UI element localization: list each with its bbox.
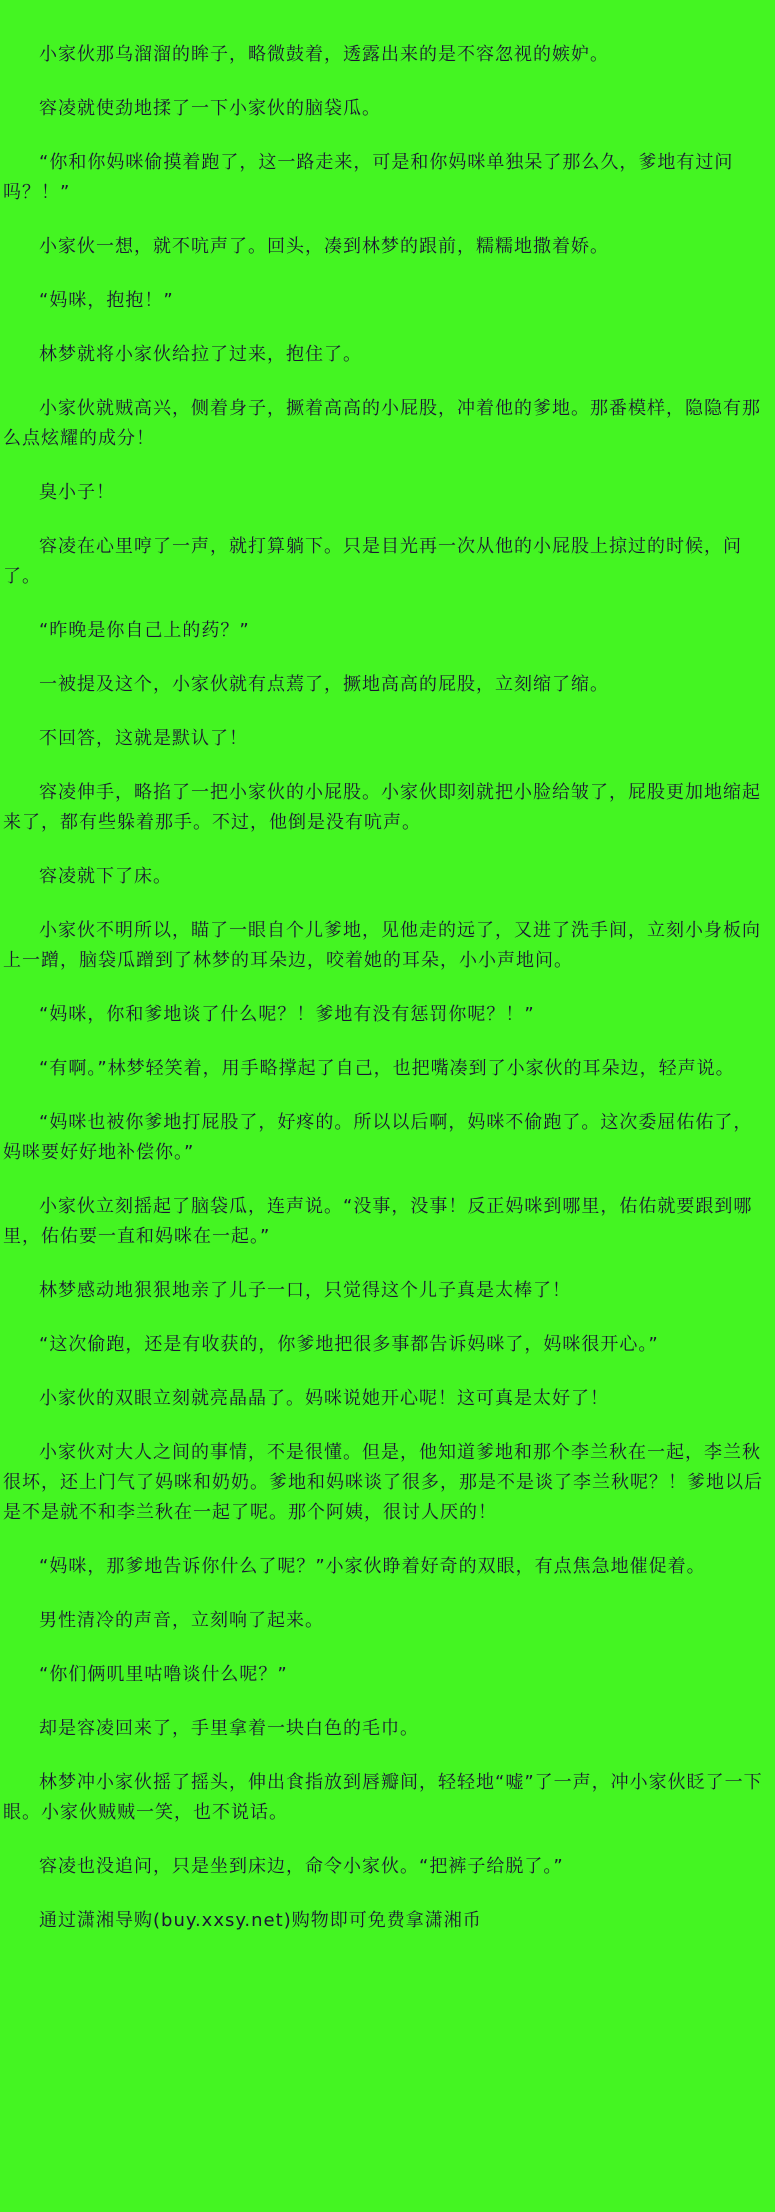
paragraph: 林梦感动地狠狠地亲了儿子一口，只觉得这个儿子真是太棒了！: [39, 1280, 571, 1301]
paragraph: 林梦就将小家伙给拉了过来，抱住了。: [39, 344, 362, 365]
paragraph: 臭小子！: [39, 482, 115, 503]
paragraph: “妈咪，你和爹地谈了什么呢？！爹地有没有惩罚你呢？！”: [39, 1004, 535, 1025]
paragraph: “妈咪也被你爹地打屁股了，好疼的。所以以后啊，妈咪不偷跑了。这次委屈佑佑了，妈咪要好好地补偿你。”: [3, 1112, 753, 1163]
paragraph: “这次偷跑，还是有收获的，你爹地把很多事都告诉妈咪了，妈咪很开心。”: [39, 1334, 659, 1355]
paragraph: 男性清冷的声音，立刻响了起来。: [39, 1610, 324, 1631]
paragraph: 小家伙的双眼立刻就亮晶晶了。妈咪说她开心呢！这可真是太好了！: [39, 1388, 609, 1409]
paragraph-list: [3, 40, 769, 1882]
paragraph: 小家伙一想，就不吭声了。回头，凑到林梦的跟前，糯糯地撒着娇。: [39, 236, 609, 257]
paragraph: 小家伙不明所以，瞄了一眼自个儿爹地，见他走的远了，又进了洗手间，立刻小身板向上一蹭，脑袋瓜蹭到了林梦的耳朵边，咬着她的耳朵，小小声地问。: [3, 920, 761, 971]
promo-footer: 通过潇湘导购(buy.xxsy.net)购物即可免费拿潇湘币: [39, 1910, 482, 1931]
paragraph: “妈咪，那爹地告诉你什么了呢？”小家伙睁着好奇的双眼，有点焦急地催促着。: [39, 1556, 706, 1577]
paragraph: 小家伙对大人之间的事情，不是很懂。但是，他知道爹地和那个李兰秋在一起，李兰秋很坏，还上门气了妈咪和奶奶。爹地和妈咪谈了很多，那是不是谈了李兰秋呢？！爹地以后是不是就不和李兰秋在一起了呢。那个阿姨，很讨人厌的！: [3, 1442, 763, 1523]
paragraph: 小家伙就贼高兴，侧着身子，撅着高高的小屁股，冲着他的爹地。那番模样，隐隐有那么点炫耀的成分！: [3, 398, 761, 449]
paragraph: “你们俩叽里咕噜谈什么呢？”: [39, 1664, 288, 1685]
paragraph: 容凌在心里哼了一声，就打算躺下。只是目光再一次从他的小屁股上掠过的时候，问了。: [3, 536, 742, 587]
paragraph: 小家伙那乌溜溜的眸子，略微鼓着，透露出来的是不容忽视的嫉妒。: [39, 44, 609, 65]
paragraph: 却是容凌回来了，手里拿着一块白色的毛巾。: [39, 1718, 419, 1739]
paragraph: 一被提及这个，小家伙就有点蔫了，撅地高高的屁股，立刻缩了缩。: [39, 674, 609, 695]
paragraph: “昨晚是你自己上的药？”: [39, 620, 250, 641]
paragraph: 容凌就使劲地揉了一下小家伙的脑袋瓜。: [39, 98, 381, 119]
paragraph: “有啊。”林梦轻笑着，用手略撑起了自己，也把嘴凑到了小家伙的耳朵边，轻声说。: [39, 1058, 735, 1079]
paragraph: 林梦冲小家伙摇了摇头，伸出食指放到唇瓣间，轻轻地“嘘”了一声，冲小家伙眨了一下眼。小家伙贼贼一笑，也不说话。: [3, 1772, 763, 1823]
paragraph: 不回答，这就是默认了！: [39, 728, 248, 749]
paragraph: “你和你妈咪偷摸着跑了，这一路走来，可是和你妈咪单独呆了那么久，爹地有过问吗？！”: [3, 152, 734, 203]
paragraph: 容凌就下了床。: [39, 866, 172, 887]
paragraph: 容凌也没追问，只是坐到床边，命令小家伙。“把裤子给脱了。”: [39, 1856, 564, 1877]
paragraph: “妈咪，抱抱！”: [39, 290, 174, 311]
paragraph: 容凌伸手，略掐了一把小家伙的小屁股。小家伙即刻就把小脸给皱了，屁股更加地缩起来了，都有些躲着那手。不过，他倒是没有吭声。: [3, 782, 761, 833]
paragraph: 小家伙立刻摇起了脑袋瓜，连声说。“没事，没事！反正妈咪到哪里，佑佑就要跟到哪里，佑佑要一直和妈咪在一起。”: [3, 1196, 753, 1247]
